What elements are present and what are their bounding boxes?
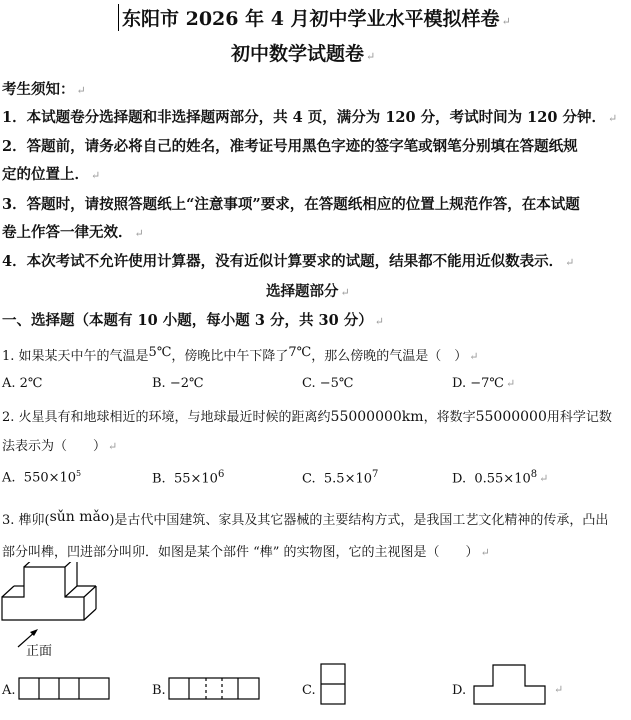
q1-option-a[interactable] [2, 376, 42, 391]
notice-line-3b-text: 卷上作答一律无效． [2, 224, 133, 241]
q2-stem-b: ，将数字 [423, 410, 476, 425]
q2-option-a-exp: 5 [76, 469, 82, 478]
q3-stem-line2-text: 部分叫榫，凹进部分叫卯．如图是某个部件 “榫” 的实物图，它的主视图是（ ） [2, 545, 479, 560]
q3-option-b-figure[interactable] [168, 676, 263, 702]
q1-stem-b: ，傍晚比中午下降了 [171, 349, 289, 364]
q1-option-d[interactable]: D. −7℃ ↵ [452, 376, 516, 391]
q3-option-a-label[interactable] [2, 683, 16, 698]
q3-option-c-text: C. [302, 683, 316, 698]
exam-title-text: 东阳市 2026 年 4 月初中学业水平模拟样卷 [122, 8, 500, 30]
q2-option-d-label: D. [452, 471, 467, 487]
q3-option-d-figure[interactable] [467, 662, 567, 708]
q2-option-b-label: B. [152, 471, 166, 487]
q2-stem [2, 406, 612, 425]
q1-noon-temp: 5℃ [148, 345, 172, 360]
notice-line-2a-text: 2．答题前，请务必将自己的姓名，准考证号用黑色字迹的签字笔或钢笔分别填在答题纸规 [2, 138, 578, 155]
q2-option-c-base: 5.5×10 [323, 471, 372, 487]
q3-option-d-text: D. [452, 683, 467, 698]
q3-stem [2, 509, 608, 528]
q1-option-c-text: C. −5℃ [302, 376, 354, 391]
exam-title: 东阳市 2026 年 4 月初中学业水平模拟样卷 ↵ [118, 4, 511, 31]
notice-heading-text: 考生须知： [2, 81, 75, 98]
q1-drop: 7℃ [288, 345, 312, 360]
q2-option-b-base: 55×10 [173, 471, 218, 487]
notice-line-1-text: 1．本试题卷分选择题和非选择题两部分，共 4 页，满分为 120 分，考试时间为 120 分钟． [2, 109, 606, 126]
q2-option-b[interactable] [152, 469, 224, 486]
q2-option-d-exp: 8 [530, 469, 538, 480]
q3-option-d-mark: ↵ [554, 683, 564, 696]
notice-line-2b: 定的位置上． ↵ [2, 166, 101, 183]
q2-distance: 55000000km [330, 409, 424, 425]
section-heading-text: 一、选择题（本题有 10 小题，每小题 3 分，共 30 分） [2, 312, 373, 329]
q2-option-c-exp: 7 [372, 469, 379, 480]
q3-stem-a: 3. 榫卯( [2, 513, 50, 528]
q3-option-c-figure[interactable] [319, 662, 349, 708]
front-label-text: 正面 [26, 644, 53, 659]
q3-option-b-label[interactable] [152, 683, 166, 698]
q1-stem-a: 1. 如果某天中午的气温是 [2, 349, 149, 364]
q2-stem-line2: 法表示为（ ） ↵ [2, 439, 118, 454]
q2-option-a-base: 550×10 [23, 470, 77, 486]
notice-line-1: 1．本试题卷分选择题和非选择题两部分，共 4 页，满分为 120 分，考试时间为 120 分钟． ↵ [2, 109, 618, 126]
exam-subtitle-text: 初中数学试题卷 [231, 43, 365, 65]
notice-line-3a [2, 193, 580, 214]
q2-option-c-label: C. [302, 471, 316, 487]
q3-option-d-label[interactable] [452, 683, 466, 698]
q3-stem-line2: 部分叫榫，凹进部分叫卯．如图是某个部件 “榫” 的实物图，它的主视图是（ ） ↵ [2, 545, 490, 560]
notice-line-3b: 卷上作答一律无效． ↵ [2, 224, 144, 241]
q2-stem-a: 2. 火星具有和地球相近的环境，与地球最近时候的距离约 [2, 410, 331, 425]
q1-option-a-text: A. 2℃ [2, 376, 43, 391]
q1-stem: 1. 如果某天中午的气温是5℃，傍晚比中午下降了7℃，那么傍晚的气温是（ ） ↵ [2, 345, 479, 364]
q2-number: 55000000 [475, 409, 547, 425]
exam-subtitle: 初中数学试题卷 ↵ [231, 43, 376, 65]
q3-option-a-figure[interactable] [18, 676, 113, 702]
q2-stem-c: 用科学记数 [546, 410, 612, 425]
q1-option-b[interactable] [152, 376, 204, 391]
q1-stem-c: ，那么傍晚的气温是（ ） [311, 349, 468, 364]
front-label [26, 640, 52, 659]
section-heading: 一、选择题（本题有 10 小题，每小题 3 分，共 30 分） ↵ [2, 312, 384, 329]
notice-heading: 考生须知： ↵ [2, 81, 86, 98]
notice-line-3a-text: 3．答题时，请按照答题纸上“注意事项”要求，在答题纸相应的位置上规范作答，在本试题 [2, 196, 580, 213]
q2-stem-line2-text: 法表示为（ ） [2, 439, 107, 454]
notice-line-2b-text: 定的位置上． [2, 166, 89, 183]
q1-option-d-text: D. −7℃ [452, 376, 504, 391]
notice-line-2a [2, 135, 578, 156]
q2-option-d[interactable]: D. $0.55\times 10^8$ ↵ [452, 469, 549, 487]
q3-option-b-text: B. [152, 683, 166, 698]
q3-option-c-label[interactable] [302, 683, 316, 698]
q1-option-b-text: B. −2℃ [152, 376, 204, 391]
q2-option-c[interactable] [302, 469, 378, 486]
q3-pinyin: sǔn mǎo [49, 509, 110, 525]
q3-stem-b: )是古代中国建筑、家具及其它器械的主要结构方式，是我国工艺文化精神的传承，凸出 [109, 513, 609, 528]
q1-option-c[interactable] [302, 376, 353, 391]
part-title: 选择题部分 ↵ [266, 283, 350, 300]
q2-option-a[interactable] [2, 469, 81, 485]
q2-option-b-exp: 6 [217, 469, 225, 480]
tenon-3d-figure [0, 562, 110, 657]
part-title-text: 选择题部分 [266, 283, 339, 300]
notice-line-4: 4．本次考试不允许使用计算器，没有近似计算要求的试题，结果都不能用近似数表示． ↵ [2, 253, 575, 270]
q2-option-d-base: 0.55×10 [474, 471, 531, 487]
q2-option-a-label: A. [2, 470, 16, 486]
q3-option-a-text: A. [2, 683, 16, 698]
notice-line-4-text: 4．本次考试不允许使用计算器，没有近似计算要求的试题，结果都不能用近似数表示． [2, 253, 564, 270]
